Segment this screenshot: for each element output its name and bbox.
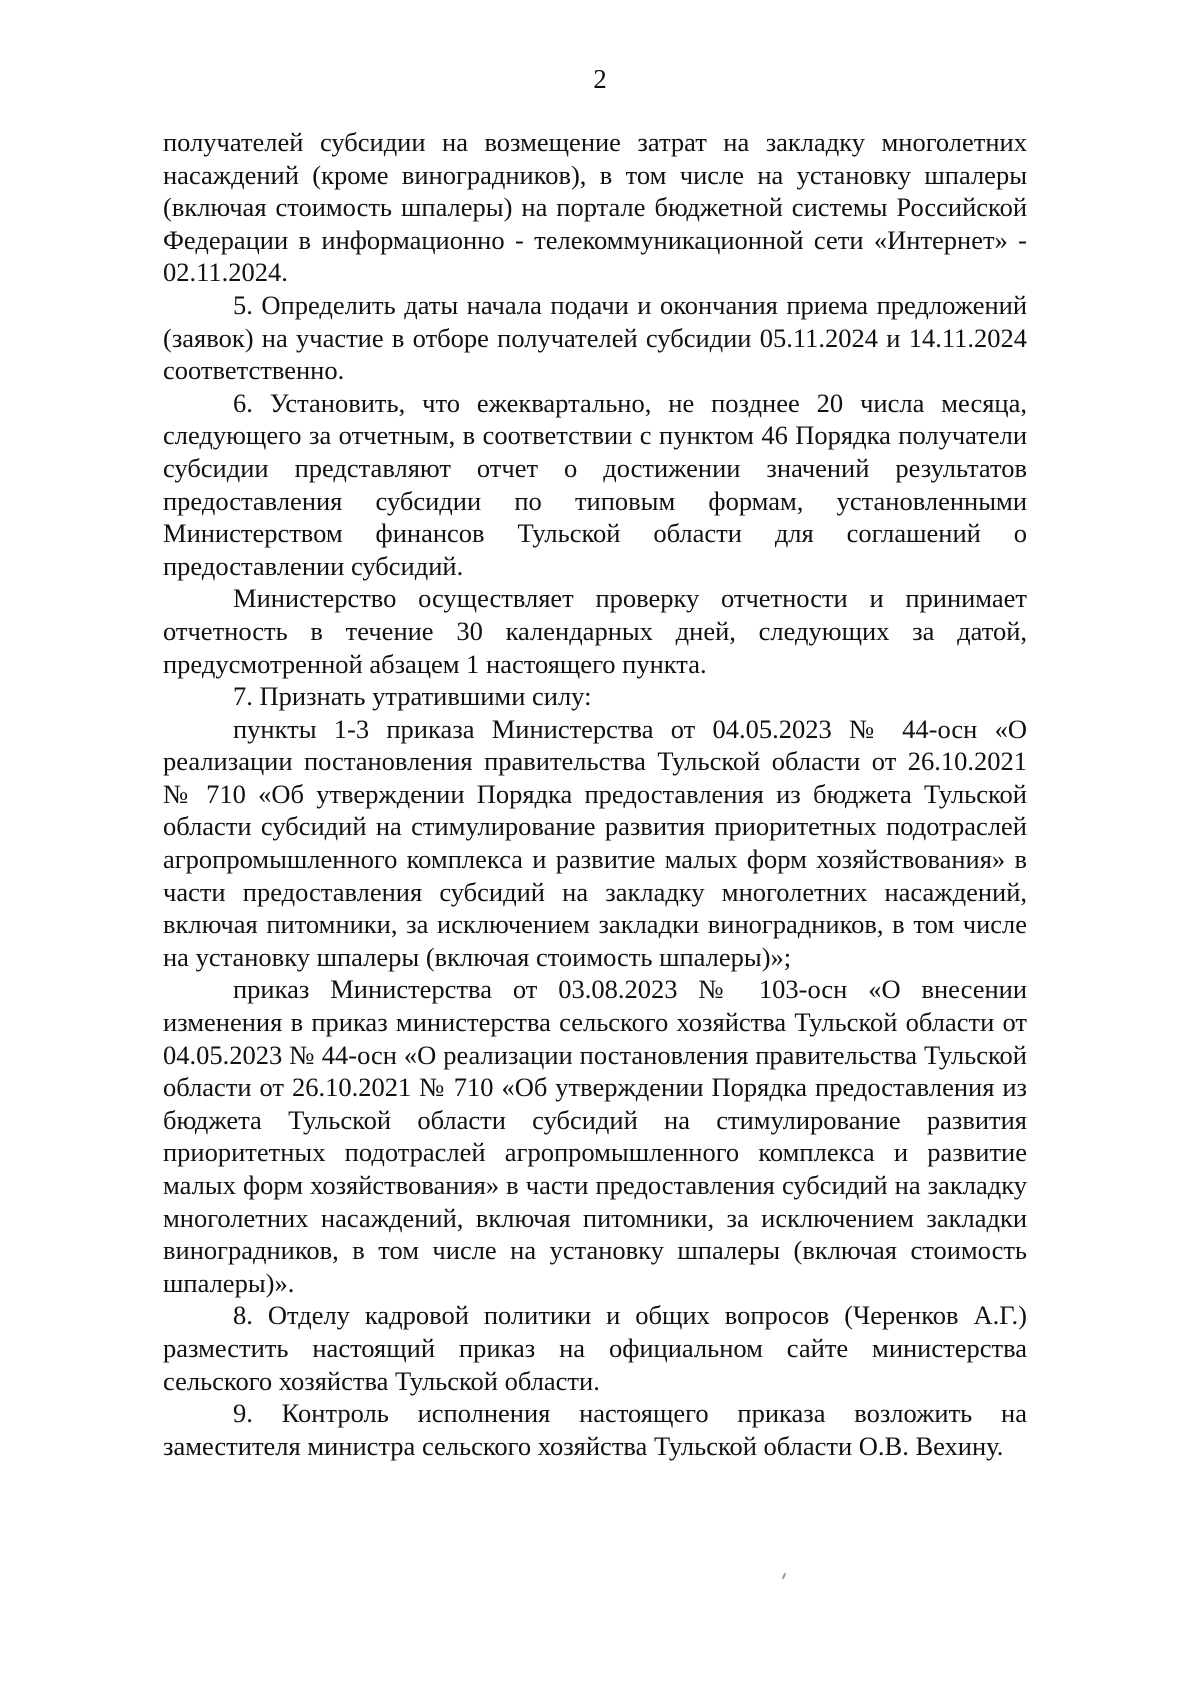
page-number: 2 xyxy=(593,64,607,94)
scan-speck xyxy=(782,1573,786,1579)
paragraph-continuation: получателей субсидии на возмещение затрат на закладку многолетних насаждений (кроме виноградников), в том числе на установку шпалеры (включая стоимость шпалеры) на портале бюджетной системы Российской Федерации в информационно - телекоммуникационной сети «Интернет» - 02.11.2024. xyxy=(163,127,1027,288)
paragraph-item-5: 5. Определить даты начала подачи и окончания приема предложений (заявок) на участие в отборе получателей субсидии 05.11.2024 и 14.11.2024 соответственно. xyxy=(163,289,1027,386)
paragraph-ministry-check: Министерство осуществляет проверку отчетности и принимает отчетность в течение 30 календарных дней, следующих за датой, предусмотренной абзацем 1 настоящего пункта. xyxy=(163,583,1027,679)
document-body xyxy=(163,126,1027,1462)
paragraph-item-9: 9. Контроль исполнения настоящего приказа возложить на заместителя министра сельского хозяйства Тульской области О.В. Вехину. xyxy=(163,1398,1027,1461)
paragraph-item-7: 7. Признать утратившими силу: xyxy=(233,681,592,712)
paragraph-item-8: 8. Отделу кадровой политики и общих вопросов (Черенков А.Г.) разместить настоящий приказ на официальном сайте министерства сельского хозяйства Тульской области. xyxy=(163,1300,1027,1396)
paragraph-item-6: 6. Установить, что ежеквартально, не позднее 20 числа месяца, следующего за отчетным, в соответствии с пунктом 46 Порядка получатели субсидии представляют отчет о достижении значений результатов предоставления субсидии по типовым формам, установленными Министерством финансов Тульской области для соглашений о предоставлении субсидий. xyxy=(163,387,1027,581)
paragraph-repealed-points: пункты 1-3 приказа Министерства от 04.05.2023 № 44-осн «О реализации постановления правительства Тульской области от 26.10.2021 № 710 «Об утверждении Порядка предоставления из бюджета Тульской области субсидий на стимулирование развития приоритетных подотраслей агропромышленного комплекса и развитие малых форм хозяйствования» в части предоставления субсидий на закладку многолетних насаждений, включая питомники, за исключением закладки виноградников, в том числе на установку шпалеры (включая стоимость шпалеры)»; xyxy=(163,713,1027,972)
paragraph-repealed-order: приказ Министерства от 03.08.2023 № 103-осн «О внесении изменения в приказ министерства сельского хозяйства Тульской области от 04.05.2023 № 44-осн «О реализации постановления правительства Тульской области от 26.10.2021 № 710 «Об утверждении Порядка предоставления из бюджета Тульской области субсидий на стимулирование развития приоритетных подотраслей агропромышленного комплекса и развитие малых форм хозяйствования» в части предоставления субсидий на закладку многолетних насаждений, включая питомники, за исключением закладки виноградников, в том числе на установку шпалеры (включая стоимость шпалеры)». xyxy=(163,974,1027,1298)
